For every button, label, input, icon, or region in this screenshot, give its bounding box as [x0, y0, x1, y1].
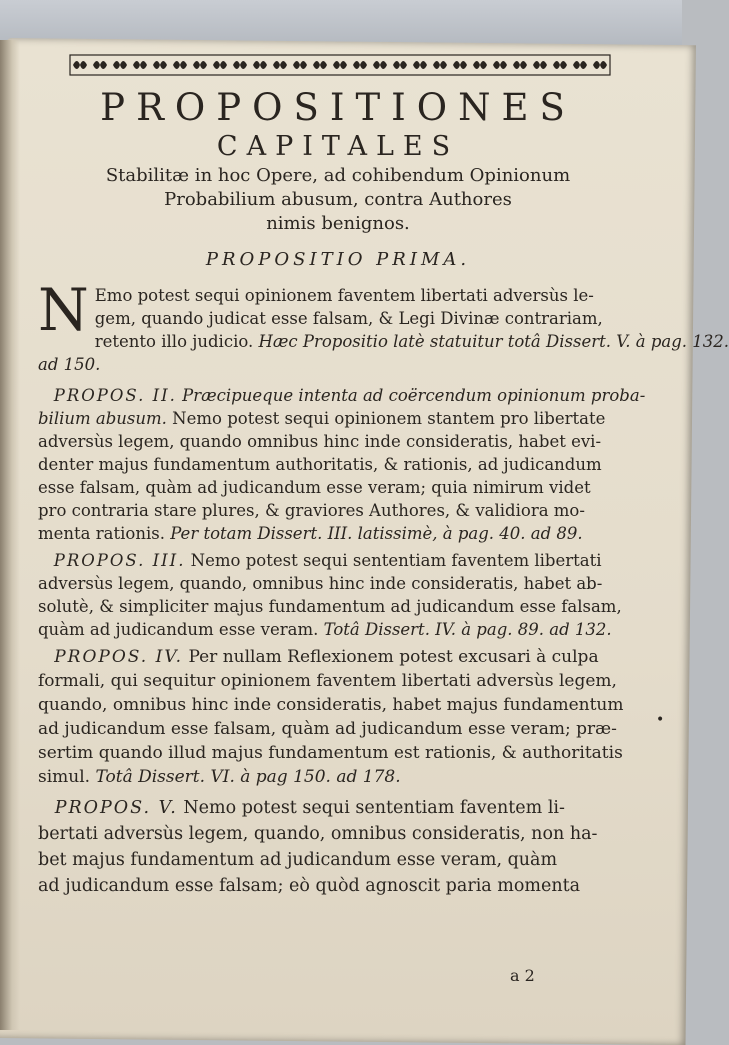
text-line: PROPOS. II. Præcipueque intenta ad coërcendum opinionum proba-: [53, 386, 646, 405]
proposition-1: [38, 276, 729, 376]
reference: ad 150.: [38, 355, 101, 374]
ornament-motif: [233, 61, 247, 69]
text-line: adversùs legem, quando omnibus hinc inde consideratis, habet evi-: [38, 432, 602, 451]
proposition-3: [38, 549, 638, 641]
ornament-motif: [313, 61, 327, 69]
text-line: bet majus fundamentum ad judicandum esse veram, quàm: [38, 850, 558, 870]
page-title: PROPOSITIONES: [100, 86, 576, 129]
text-line: ad judicandum esse falsam, quàm ad judicandum esse veram; præ-: [38, 719, 617, 739]
text-line: adversùs legem, quando, omnibus hinc inde consideratis, habet ab-: [38, 574, 603, 593]
ornament-motif: [293, 61, 307, 69]
reference: Hæc Propositio latè statuitur totâ Dissert. V. à pag. 132.: [258, 332, 729, 351]
ornament-motif: [593, 61, 607, 69]
proposition-label: PROPOS. II.: [53, 386, 177, 405]
text-line: simul. Totâ Dissert. VI. à pag 150. ad 178.: [38, 767, 401, 787]
ornament-motif: [133, 61, 147, 69]
proposition-4: [38, 645, 638, 789]
ornament-motif: [553, 61, 567, 69]
ornament-motif: [373, 61, 387, 69]
text-line: quando, omnibus hinc inde consideratis, habet majus fundamentum: [38, 695, 624, 715]
text-line: ad judicandum esse falsam; eò quòd agnoscit paria momenta: [38, 876, 581, 896]
text-line: retento illo judicio. Hæc Propositio latè statuitur totâ Dissert. V. à pag. 132.: [94, 332, 729, 351]
page-content: [38, 52, 729, 899]
text-line: Emo potest sequi opinionem faventem libertati adversùs le-: [94, 286, 594, 305]
text-line: solutè, & simpliciter majus fundamentum ad judicandum esse falsam,: [38, 597, 622, 616]
proposition-heading: PROPOSITIO PRIMA.: [205, 249, 471, 270]
text-line: denter majus fundamentum authoritatis, & rationis, ad judicandum: [38, 455, 602, 474]
ornament-motif: [433, 61, 447, 69]
reference: Totâ Dissert. IV. à pag. 89. ad 132.: [323, 620, 612, 639]
reference: Per totam Dissert. III. latissimè, à pag. 40. ad 89.: [170, 524, 583, 543]
page-subtitle: CAPITALES: [216, 131, 460, 162]
text-line: menta rationis. Per totam Dissert. III. latissimè, à pag. 40. ad 89.: [38, 524, 583, 543]
header-line-3: nimis benignos.: [266, 213, 410, 234]
ornament-motif: [493, 61, 507, 69]
text-line: bertati adversùs legem, quando, omnibus consideratis, non ha-: [38, 824, 598, 844]
ornament-motif: [333, 61, 347, 69]
ornament-band: [70, 52, 610, 78]
text-line: formali, qui sequitur opinionem faventem libertati adversùs legem,: [38, 671, 617, 691]
header-line-2: Probabilium abusum, contra Authores: [164, 189, 512, 210]
ornament-motif: [573, 61, 587, 69]
ornament-motif: [73, 61, 87, 69]
ornament-motif: [473, 61, 487, 69]
ornament-motif: [533, 61, 547, 69]
drop-cap: N: [38, 276, 89, 344]
text-line: PROPOS. V. Nemo potest sequi sententiam faventem li-: [54, 798, 565, 818]
text-line: PROPOS. IV. Per nullam Reflexionem potest excusari à culpa: [54, 647, 599, 667]
proposition-label: PROPOS. V.: [54, 798, 178, 818]
signature-mark: a 2: [510, 966, 535, 985]
ornament-motif: [453, 61, 467, 69]
ornament-motif: [173, 61, 187, 69]
header-line-1: Stabilitæ in hoc Opere, ad cohibendum Opinionum: [105, 165, 571, 186]
text-line: esse falsam, quàm ad judicandum esse veram; quia nimirum videt: [38, 478, 591, 497]
page-gutter: [0, 40, 20, 1030]
ornament-motif: [353, 61, 367, 69]
text-line: pro contraria stare plures, & graviores Authores, & validiora mo-: [38, 501, 585, 520]
proposition-label: PROPOS. IV.: [54, 647, 184, 667]
text-line: sertim quando illud majus fundamentum est rationis, & authoritatis: [38, 743, 623, 763]
ornament-motif: [393, 61, 407, 69]
ornament-motif: [413, 61, 427, 69]
ornament-motif: [213, 61, 227, 69]
margin-mark: •: [656, 712, 665, 728]
proposition-2: [38, 384, 646, 545]
text-line: PROPOS. III. Nemo potest sequi sententiam faventem libertati: [53, 551, 602, 570]
ornament-motif: [153, 61, 167, 69]
ornament-motif: [193, 61, 207, 69]
ornament-motif: [513, 61, 527, 69]
ornament-motif: [273, 61, 287, 69]
reference: Totâ Dissert. VI. à pag 150. ad 178.: [95, 767, 401, 787]
proposition-label: PROPOS. III.: [53, 551, 186, 570]
proposition-5: [38, 795, 638, 899]
ornament-motif: [113, 61, 127, 69]
ornament-motif: [253, 61, 267, 69]
text-line: gem, quando judicat esse falsam, & Legi Divinæ contrariam,: [94, 309, 603, 328]
text-line: bilium abusum. Nemo potest sequi opinionem stantem pro libertate: [38, 409, 606, 428]
ornament-motif: [93, 61, 107, 69]
text-line: quàm ad judicandum esse veram. Totâ Dissert. IV. à pag. 89. ad 132.: [38, 620, 612, 639]
